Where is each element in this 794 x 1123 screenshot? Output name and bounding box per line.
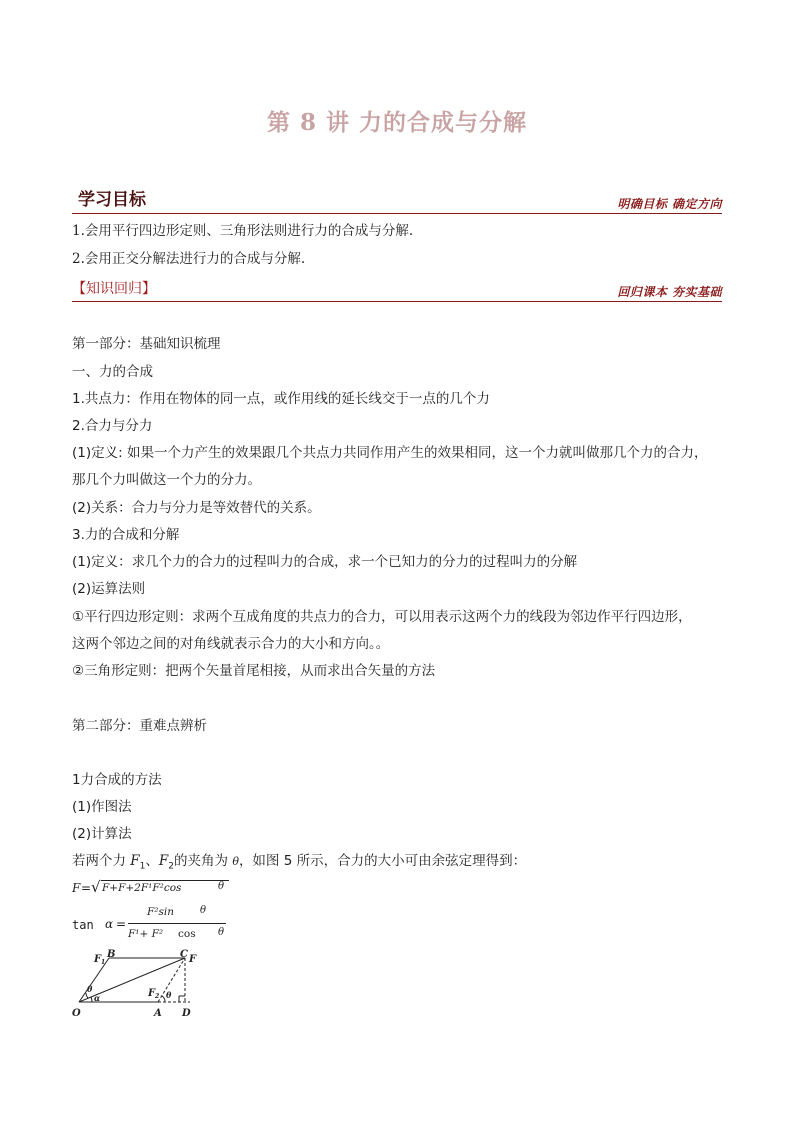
learning-goals-rule (72, 213, 722, 214)
label-d: D (182, 1008, 191, 1018)
formula2-den-theta: θ (218, 927, 225, 938)
resultant-force-formula (72, 878, 242, 900)
goal-item-1: 1.会用平行四边形定则、三角形法则进行力的合成与分解. (72, 223, 414, 239)
part1-line-2: 1.共点力：作用在物体的同一点，或作用线的延长线交于一点的几个力 (72, 391, 490, 407)
label-o: O (72, 1008, 81, 1018)
part1-line-3: 2.合力与分力 (72, 418, 153, 434)
part1-line-11: 这两个邻边之间的对角线就表示合力的大小和方向。。 (72, 636, 390, 652)
part1-line-9: (2)运算法则 (72, 581, 146, 597)
fraction-bar (128, 923, 226, 924)
formula1-eq: = (81, 881, 92, 895)
part2-line-2: (1)作图法 (72, 799, 132, 815)
learning-goals-tag: 明确目标 确定方向 (617, 197, 722, 211)
formula2-fn: tan (72, 918, 94, 932)
page-title: 第 8 讲 力的合成与分解 (266, 109, 528, 136)
formula1-radicand: F+F+2F¹F²cos (102, 882, 182, 894)
part2-heading: 第二部分：重难点辨析 (72, 718, 207, 734)
formula-intro: 若两个力 $F_1$、$F_2$的夹角为 θ，如图 5 所示，合力的大小可由余弦定理得到： (72, 853, 527, 872)
label-f2: F (148, 988, 156, 999)
tangent-formula (72, 904, 242, 944)
label-f: F (189, 954, 197, 965)
goal-item-2: 2.会用正交分解法进行力的合成与分解. (72, 251, 306, 267)
sqrt-sign: √ (91, 878, 101, 896)
label-theta-2: θ (166, 990, 172, 1000)
part2-line-3: (2)计算法 (72, 826, 132, 842)
part1-line-1: 一、力的合成 (72, 364, 153, 380)
label-theta-1: θ (87, 984, 93, 994)
label-alpha: α (94, 993, 101, 1003)
knowledge-review-heading: 【知识回归】 (72, 281, 156, 297)
angle-theta2-arc (162, 996, 165, 1002)
part1-line-8: (1)定义：求几个力的合力的过程叫力的合成，求一个已知力的分力的过程叫力的分解 (72, 554, 578, 570)
angle-alpha-arc (91, 997, 92, 1002)
learning-goals-heading: 学习目标 (78, 190, 146, 210)
formula2-denominator: F¹+ F² (128, 928, 164, 940)
part1-line-10: ①平行四边形定则：求两个互成角度的共点力的合力，可以用表示这两个力的线段为邻边作平行四边形， (72, 609, 692, 625)
label-c: C (180, 949, 188, 960)
part1-line-7: 3.力的合成和分解 (72, 527, 180, 543)
part1-line-5: 那几个力叫做这一个力的分力。 (72, 472, 261, 488)
formula2-alpha: α (105, 917, 114, 931)
force-parallelogram-diagram (72, 948, 202, 1018)
label-f1: F (94, 954, 102, 965)
knowledge-review-header (72, 280, 722, 302)
formula1-lhs: F (72, 881, 81, 895)
part1-heading: 第一部分：基础知识梳理 (72, 336, 221, 352)
formula1-theta: θ (218, 881, 225, 892)
label-a: A (154, 1008, 162, 1018)
formula2-numerator: F²sin (147, 906, 175, 918)
sqrt-bar (101, 880, 229, 881)
part1-line-6: (2)关系：合力与分力是等效替代的关系。 (72, 500, 321, 516)
knowledge-review-rule (72, 301, 722, 302)
part1-line-12: ②三角形定则：把两个矢量首尾相接，从而求出合矢量的方法 (72, 663, 436, 679)
knowledge-review-tag: 回归课本 夯实基础 (617, 285, 722, 299)
learning-goals-header (72, 182, 722, 214)
label-f1-sub: 1 (101, 959, 106, 966)
formula2-num-theta: θ (200, 905, 207, 916)
label-f2-sub: 2 (155, 993, 160, 1000)
part1-line-4: (1)定义: 如果一个力产生的效果跟几个共点力共同作用产生的效果相同，这一个力就叫做那几个力的合力， (72, 445, 708, 461)
formula2-eq: = (116, 917, 127, 931)
part2-line-1: 1力合成的方法 (72, 772, 162, 788)
label-b: B (107, 949, 116, 960)
edge-ac (158, 958, 185, 1002)
formula2-den-cos: cos (178, 928, 196, 940)
